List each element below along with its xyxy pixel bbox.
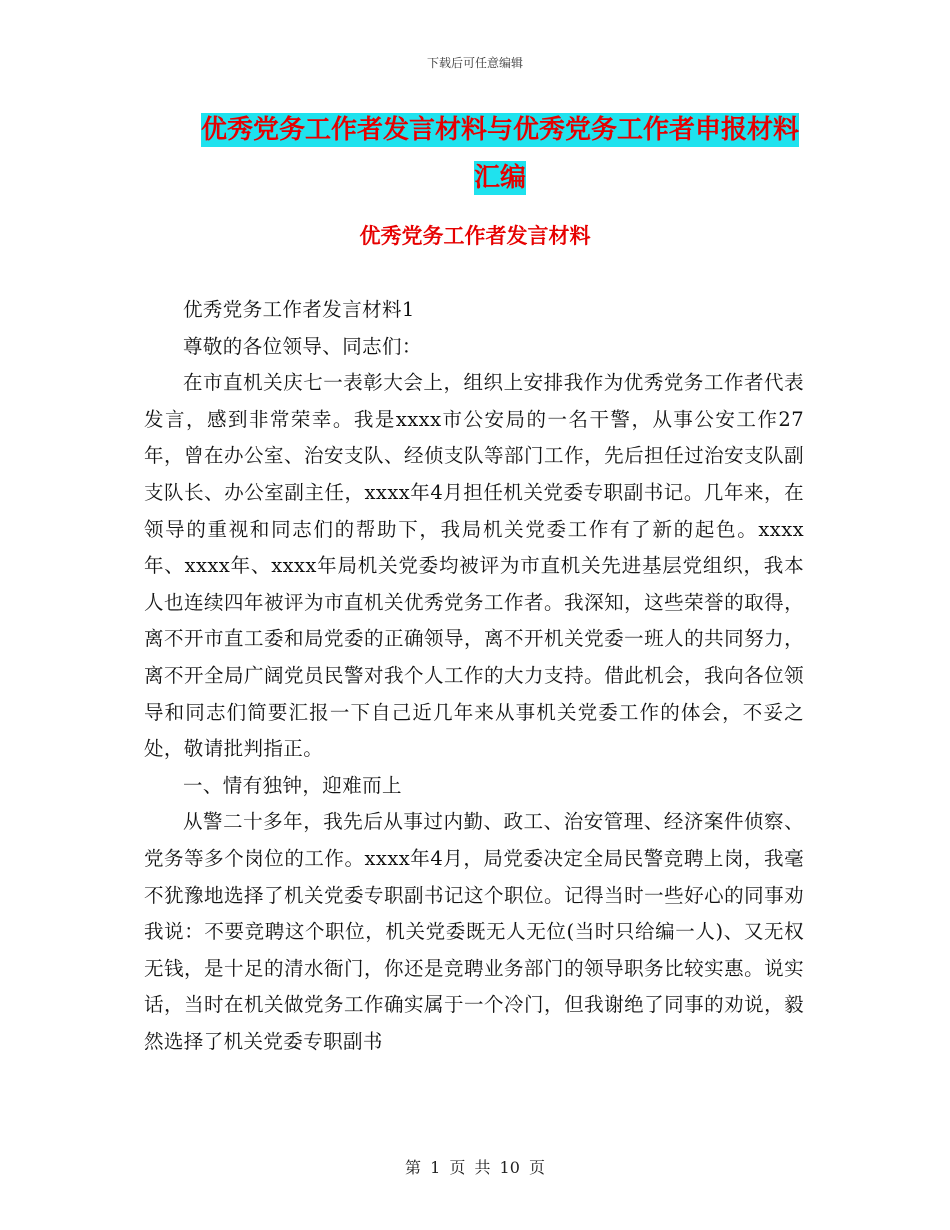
document-title — [140, 106, 860, 202]
paragraph-heading-one: 一、情有独钟，迎难而上 — [183, 773, 402, 797]
page-header-note: 下载后可任意编辑 — [426, 56, 523, 70]
paragraph-salutation: 尊敬的各位领导、同志们： — [183, 334, 422, 358]
paragraph-introduction: 在市直机关庆七一表彰大会上，组织上安排我作为优秀党务工作者代表发言，感到非常荣幸。我是xxxx市公安局的一名干警，从事公安工作27年，曾在办公室、治安支队、经侦支队等部门工作，先后担任过治安支队副支队长、办公室副主任，xxxx年4月担任机关党委专职副书记。几年来，在领导的重视和同志们的帮助下，我局机关党委工作有了新的起色。xxxx年、xxxx年、xxxx年局机关党委均被评为市直机关先进基层党组织，我本人也连续四年被评为市直机关优秀党务工作者。我深知，这些荣誉的取得，离不开市直工委和局党委的正确领导，离不开机关党委一班人的共同努力，离不开全局广阔党员民警对我个人工作的大力支持。借此机会，我向各位领导和同志们简要汇报一下自己近几年来从事机关党委工作的体会，不妥之处，敬请批判指正。 — [144, 371, 804, 761]
document-title-line-2: 汇编 — [473, 163, 526, 193]
paragraph-career: 从警二十多年，我先后从事过内勤、政工、治安管理、经济案件侦察、党务等多个岗位的工作。xxxx年4月，局党委决定全局民警竞聘上岗，我毫不犹豫地选择了机关党委专职副书记这个职位。记得当时一些好心的同事劝我说：不要竞聘这个职位，机关党委既无人无位(当时只给编一人)、又无权无钱，是十足的清水衙门，你还是竞聘业务部门的领导职务比较实惠。说实话，当时在机关做党务工作确实属于一个冷门，但我谢绝了同事的劝说，毅然选择了机关党委专职副书 — [144, 810, 804, 1053]
document-title-line-1: 优秀党务工作者发言材料与优秀党务工作者申报材料 — [200, 115, 799, 145]
paragraph-material-number: 优秀党务工作者发言材料1 — [183, 298, 415, 321]
page-footer: 第 1 页 共 10 页 — [405, 1158, 545, 1177]
document-body — [144, 292, 804, 1060]
section-title: 优秀党务工作者发言材料 — [359, 224, 591, 248]
